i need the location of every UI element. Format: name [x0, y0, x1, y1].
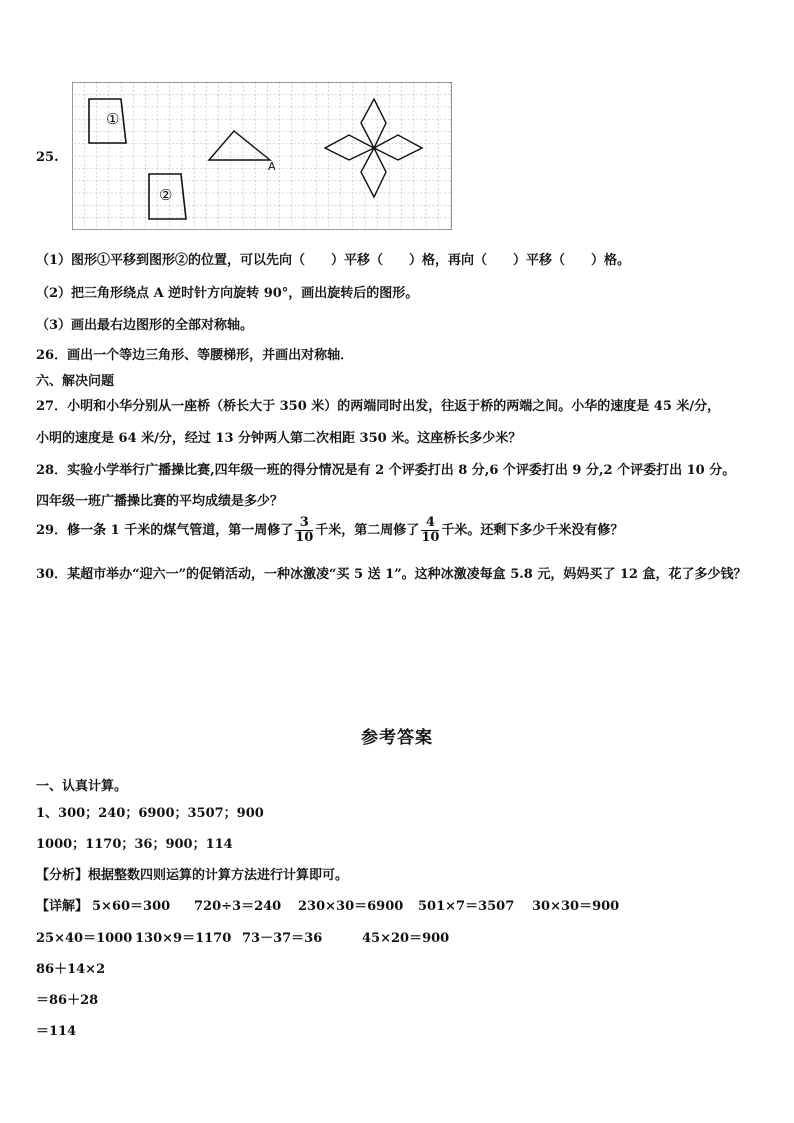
fraction-4-10 [421, 516, 439, 545]
calc-7: 130×9＝1170 [135, 931, 232, 946]
q25-sub3: （3）画出最右边图形的全部对称轴。 [36, 318, 254, 333]
calc-8: 73－37＝36 [242, 931, 323, 946]
q28-line1: 28．实验小学举行广播操比赛,四年级一班的得分情况是有 2 个评委打出 8 分,6 个评委打出 9 分,2 个评委打出 10 分。 [36, 463, 736, 478]
q29-part3: 千米。还剩下多少千米没有修？ [441, 523, 624, 538]
shape-1-label: ① [106, 110, 120, 128]
point-a-label: A [268, 160, 276, 173]
step-2: ＝86＋28 [36, 993, 99, 1008]
calc-5: 30×30＝900 [532, 899, 620, 914]
step-1: 86＋14×2 [36, 962, 106, 977]
frac1-numerator: 3 [295, 516, 313, 531]
calc-9: 45×20＝900 [362, 931, 450, 946]
frac2-denominator: 10 [421, 530, 440, 545]
frac2-numerator: 4 [421, 516, 439, 531]
q25-grid-figure [72, 82, 452, 230]
answers-section-1: 一、认真计算。 [36, 779, 128, 794]
fraction-3-10 [295, 516, 313, 545]
q25-sub2: （2）把三角形绕点 A 逆时针方向旋转 90°，画出旋转后的图形。 [36, 286, 419, 301]
q29-part2: 千米，第二周修了 [315, 523, 420, 538]
q27-line1: 27．小明和小华分别从一座桥（桥长大于 350 米）的两端同时出发，往返于桥的两端之间。小华的速度是 45 米/分， [36, 399, 721, 414]
q28-line2: 四年级一班广播操比赛的平均成绩是多少？ [36, 494, 284, 509]
calc-1: 5×60＝300 [92, 899, 171, 914]
calc-3: 230×30＝6900 [298, 899, 404, 914]
q30: 30．某超市举办“迎六一”的促销活动，一种冰激凌“买 5 送 1”。这种冰激凌每盒 5.8 元，妈妈买了 12 盒，花了多少钱？ [36, 567, 747, 582]
frac1-denominator: 10 [295, 530, 314, 545]
calc-2: 720÷3＝240 [194, 899, 282, 914]
q29-part1: 29．修一条 1 千米的煤气管道，第一周修了 [36, 523, 294, 538]
calc-6: 25×40＝1000 [36, 931, 133, 946]
q25-sub1: （1）图形①平移到图形②的位置，可以先向（ ）平移（ ）格，再向（ ）平移（ ）格。 [36, 253, 631, 268]
section-6-heading: 六、解决问题 [36, 374, 115, 389]
answers-line1: 1、300；240；6900；3507；900 [36, 806, 264, 821]
shape-2-label: ② [159, 186, 173, 204]
q27-line2: 小明的速度是 64 米/分，经过 13 分钟两人第二次相距 350 米。这座桥长多少米？ [36, 431, 522, 446]
grid-border [72, 82, 452, 230]
answers-detail-label: 【详解】 [36, 899, 89, 914]
q26: 26．画出一个等边三角形、等腰梯形，并画出对称轴． [36, 348, 354, 363]
step-3: ＝114 [36, 1024, 77, 1039]
q29 [36, 516, 623, 545]
grid-svg [72, 82, 452, 230]
q25-number: 25. [36, 150, 59, 165]
calc-4: 501×7＝3507 [418, 899, 515, 914]
answers-line2: 1000；1170；36；900；114 [36, 837, 233, 852]
answers-analysis: 【分析】根据整数四则运算的计算方法进行计算即可。 [36, 868, 349, 883]
answers-title: 参考答案 [361, 728, 433, 748]
